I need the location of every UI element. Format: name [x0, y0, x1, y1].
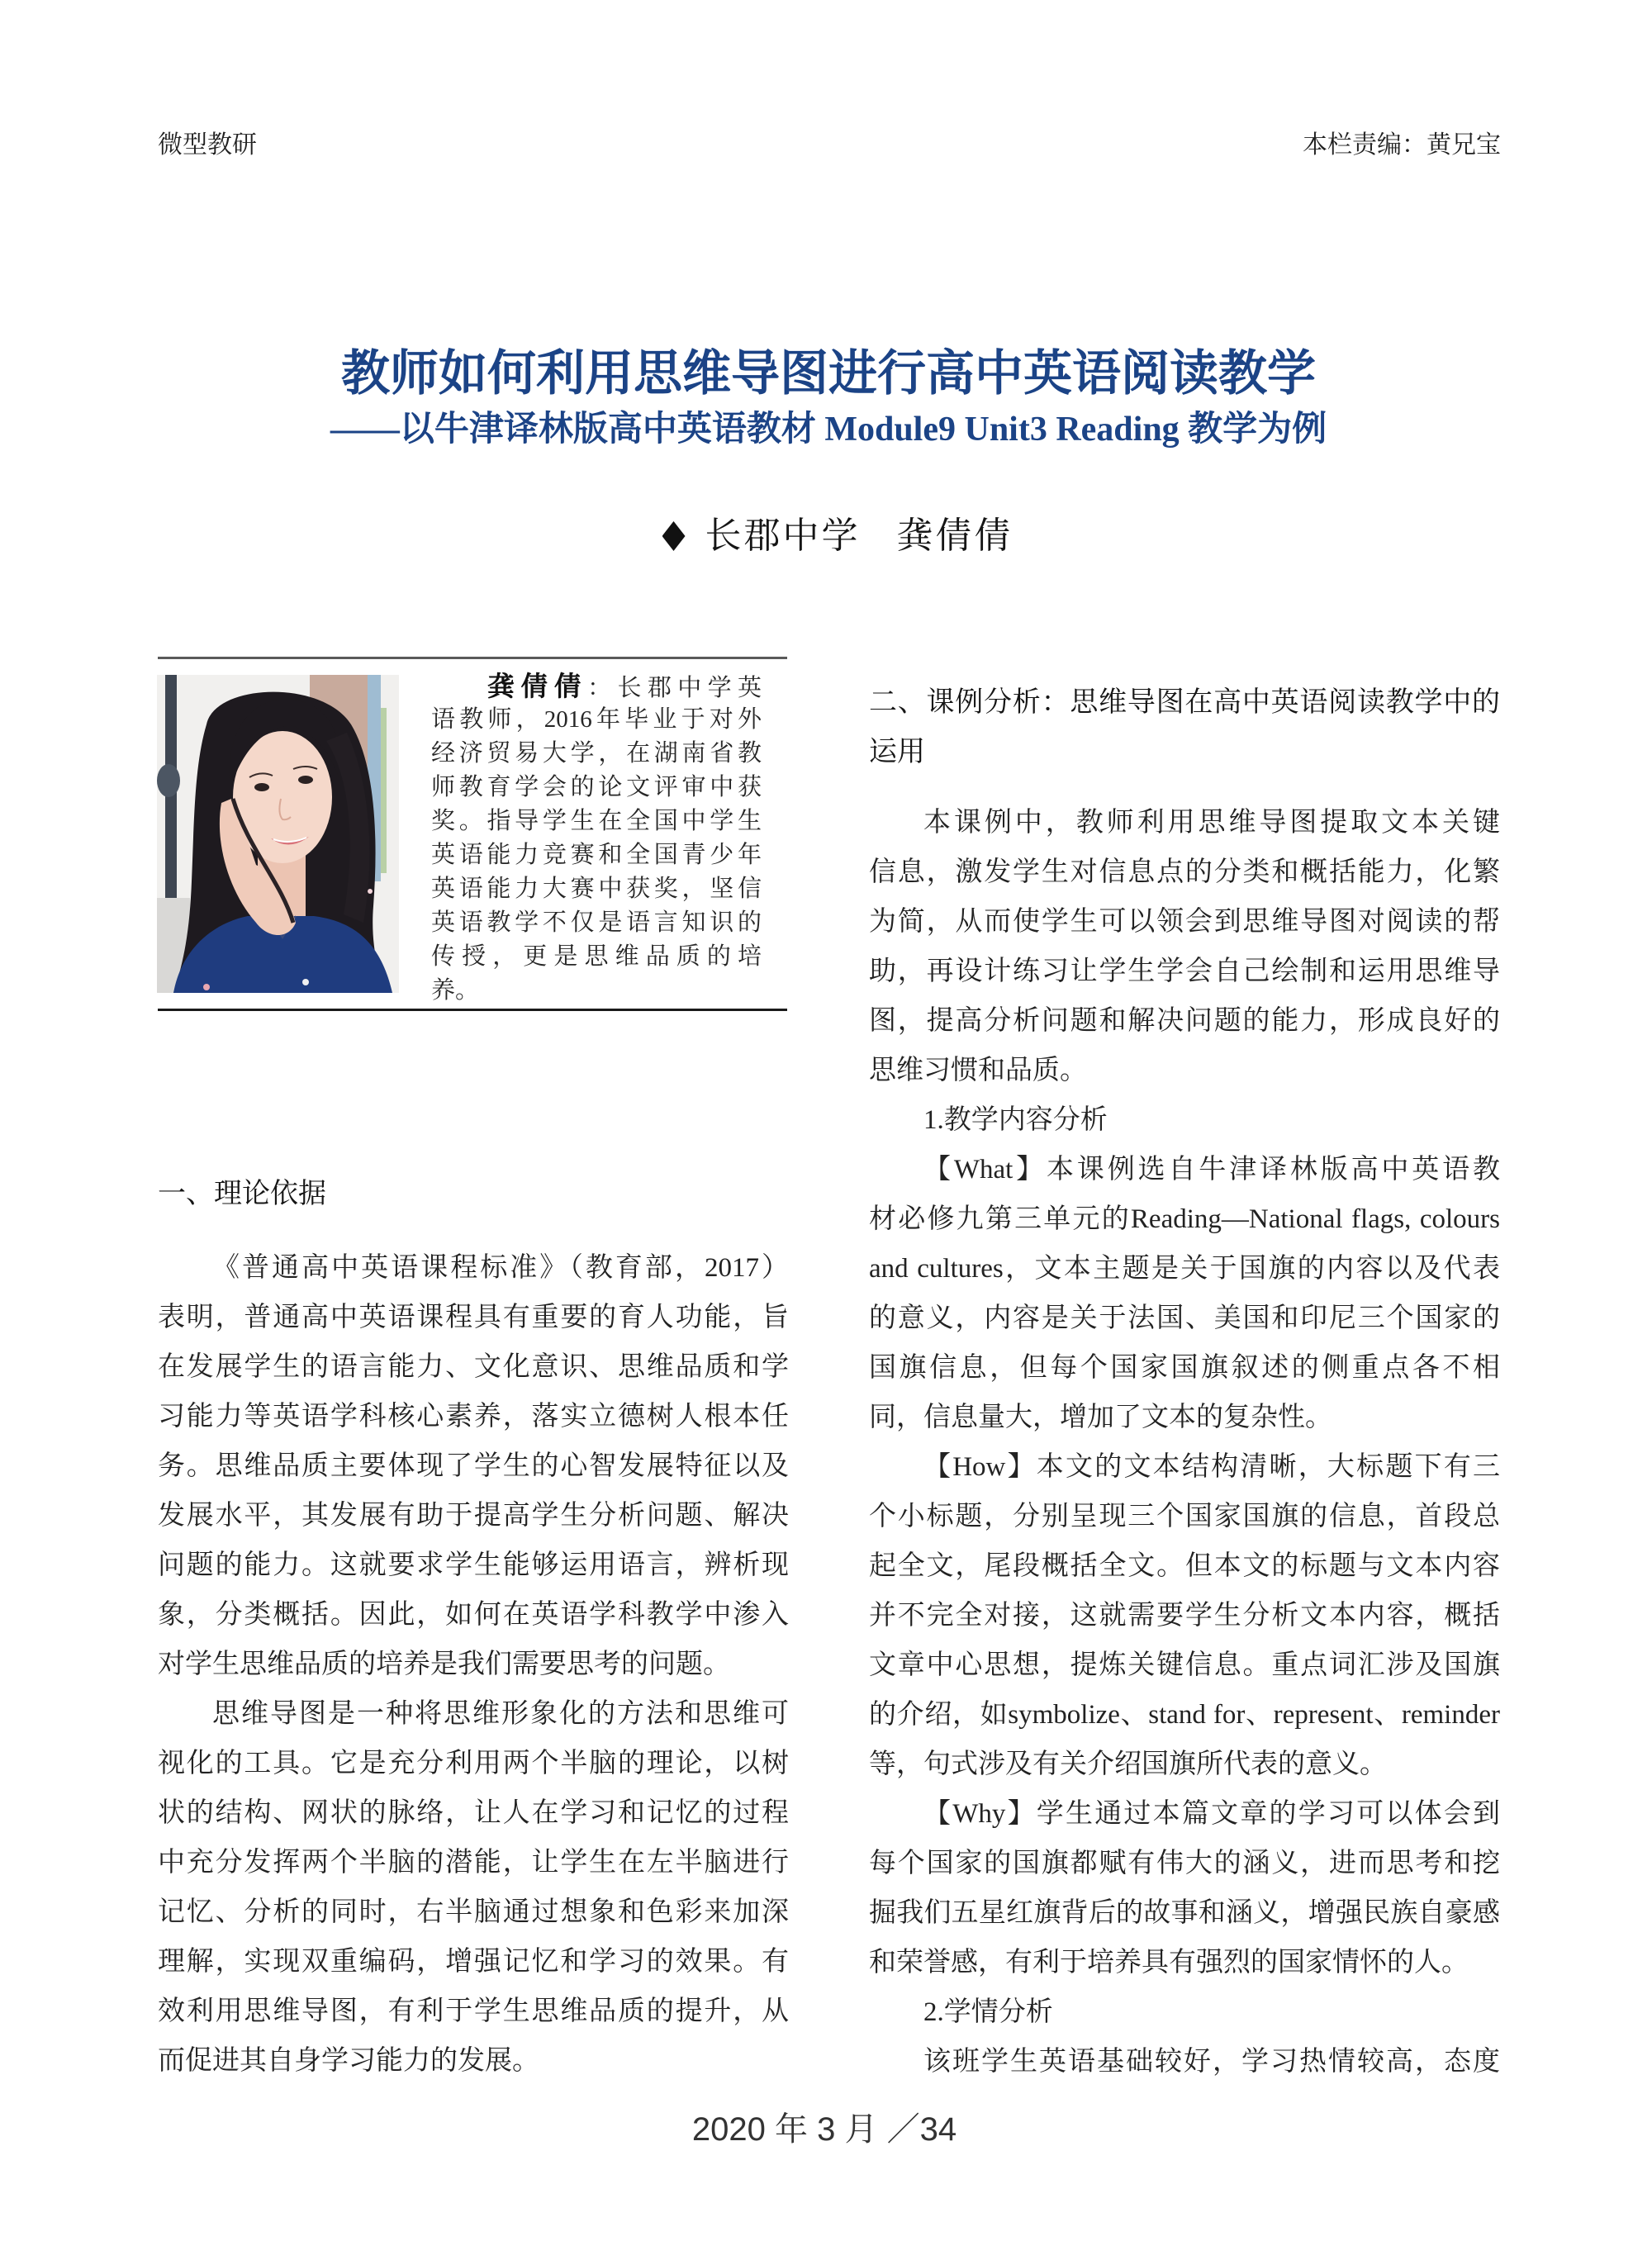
text-line: 思维导图是一种将思维形象化的方法和思维可 [212, 1699, 789, 1729]
text-line: 为简，从而使学生可以领会到思维导图对阅读的帮 [869, 907, 1500, 937]
text-line: 和荣誉感，有利于培养具有强烈的国家情怀的人。 [869, 1948, 1469, 1977]
subsection-heading-content-analysis [869, 1095, 1500, 1145]
text-line: 【Why】学生通过本篇文章的学习可以体会到 [923, 1799, 1500, 1829]
text-line: 同，信息量大，增加了文本的复杂性。 [869, 1403, 1332, 1432]
text-line: 个小标题，分别呈现三个国家国旗的信息，首段总 [869, 1502, 1500, 1531]
text-line: 中充分发挥两个半脑的潜能，让学生在左半脑进行 [158, 1848, 789, 1878]
text-line: 文章中心思想，提炼关键信息。重点词汇涉及国旗 [869, 1650, 1500, 1680]
bio-top-rule [158, 657, 787, 659]
text-line: 状的结构、网状的脉络，让人在学习和记忆的过程 [158, 1798, 789, 1828]
text-line: and cultures，文本主题是关于国旗的内容以及代表 [869, 1254, 1500, 1284]
text-line: 信息，激发学生对信息点的分类和概括能力，化繁 [869, 857, 1500, 887]
text-line: 思维习惯和品质。 [869, 1056, 1087, 1085]
bio-line: 英语教学不仅是语言知识的 [431, 909, 762, 936]
heading-line: 一、理论依据 [158, 1178, 326, 1209]
text-line: 在发展学生的语言能力、文化意识、思维品质和学 [158, 1352, 789, 1382]
bio-line: 养。 [431, 977, 480, 1004]
text-line: 【How】本文的文本结构清晰，大标题下有三 [923, 1452, 1500, 1482]
section-heading-theory [158, 1169, 789, 1218]
author-bio [431, 669, 762, 1008]
bio-author-name: 龚倩倩 [487, 671, 588, 701]
bio-line: 经济贸易大学，在湖南省教 [431, 740, 762, 767]
diamond-icon [662, 521, 686, 551]
bio-line: 英语能力竞赛和全国青少年 [431, 842, 762, 868]
paragraph [869, 2037, 1500, 2087]
text-line: 并不完全对接，这就需要学生分析文本内容，概括 [869, 1601, 1500, 1631]
subsection-heading-student-analysis [869, 1987, 1500, 2037]
left-column [158, 1243, 789, 2086]
text-line: 2.学情分析 [923, 1997, 1053, 2027]
paragraph [158, 1689, 789, 2086]
text-line: 材必修九第三单元的Reading—National flags, colours [869, 1204, 1500, 1234]
text-line: 该班学生英语基础较好，学习热情较高，态度 [923, 2047, 1500, 2077]
text-line: 习能力等英语学科核心素养，落实立德树人根本任 [158, 1402, 789, 1431]
heading-line: 运用 [869, 736, 925, 767]
text-line: 【What】本课例选自牛津译林版高中英语教 [923, 1155, 1500, 1185]
text-line: 助，再设计练习让学生学会自己绘制和运用思维导 [869, 957, 1500, 986]
text-line: 国旗信息，但每个国家国旗叙述的侧重点各不相 [869, 1353, 1500, 1383]
paragraph-why [869, 1789, 1500, 1987]
text-line: 图，提高分析问题和解决问题的能力，形成良好的 [869, 1006, 1500, 1036]
text-line: 象，分类概括。因此，如何在英语学科教学中渗入 [158, 1600, 789, 1630]
bio-line: 语教师，2016年毕业于对外 [431, 706, 762, 733]
text-line: 效利用思维导图，有利于学生思维品质的提升，从 [158, 1996, 789, 2026]
text-line: 本课例中，教师利用思维导图提取文本关键 [923, 808, 1500, 838]
bio-line-text: ：长郡中学英 [587, 675, 762, 701]
text-line: 起全文，尾段概括全文。但本文的标题与文本内容 [869, 1551, 1500, 1581]
bio-line: 奖。指导学生在全国中学生 [431, 808, 762, 834]
paragraph [869, 798, 1500, 1095]
heading-line: 二、课例分析：思维导图在高中英语阅读教学中的 [869, 686, 1500, 718]
bio-line: 英语能力大赛中获奖，坚信 [431, 876, 762, 902]
bio-line: 师教育学会的论文评审中获 [431, 774, 762, 800]
text-line: 每个国家的国旗都赋有伟大的涵义，进而思考和挖 [869, 1849, 1500, 1878]
text-line: 《普通高中英语课程标准》（教育部，2017） [212, 1253, 789, 1283]
section-heading-case-analysis [869, 677, 1500, 776]
text-line: 表明，普通高中英语课程具有重要的育人功能，旨 [158, 1303, 789, 1332]
column-name: 微型教研 [158, 131, 257, 159]
text-line: 理解，实现双重编码，增强记忆和学习的效果。有 [158, 1947, 789, 1977]
byline [0, 513, 1652, 559]
bio-line: 传授，更是思维品质的培 [431, 943, 762, 970]
paragraph-what [869, 1145, 1500, 1442]
text-line: 的意义，内容是关于法国、美国和印尼三个国家的 [869, 1303, 1500, 1333]
text-line: 1.教学内容分析 [923, 1105, 1108, 1135]
bio-line [431, 669, 762, 703]
byline-school: 长郡中学 [705, 515, 861, 556]
paragraph-how [869, 1442, 1500, 1789]
bio-bottom-rule [158, 1009, 787, 1011]
byline-author: 龚倩倩 [896, 515, 1014, 556]
text-line: 务。思维品质主要体现了学生的心智发展特征以及 [158, 1451, 789, 1481]
text-line: 问题的能力。这就要求学生能够运用语言，辨析现 [158, 1550, 789, 1580]
text-line: 记忆、分析的同时，右半脑通过想象和色彩来加深 [158, 1897, 789, 1927]
editor-credit: 本栏责编：黄兄宝 [1303, 131, 1501, 159]
text-line: 而促进其自身学习能力的发展。 [158, 2046, 539, 2076]
right-column [869, 798, 1500, 2087]
text-line: 等，句式涉及有关介绍国旗所代表的意义。 [869, 1750, 1387, 1779]
paragraph [158, 1243, 789, 1689]
article-title: 教师如何利用思维导图进行高中英语阅读教学 [340, 346, 1316, 401]
text-line: 视化的工具。它是充分利用两个半脑的理论，以树 [158, 1749, 789, 1778]
article-subtitle: ——以牛津译林版高中英语教材 Module9 Unit3 Reading 教学为例 [330, 411, 1327, 449]
text-line: 发展水平，其发展有助于提高学生分析问题、解决 [158, 1501, 789, 1531]
page-footer-date-page-number: 2020 年 3 月 ／34 [691, 2111, 957, 2148]
text-line: 掘我们五星红旗背后的故事和涵义，增强民族自豪感 [869, 1898, 1500, 1928]
author-photo [157, 675, 399, 993]
text-line: 对学生思维品质的培养是我们需要思考的问题。 [158, 1650, 730, 1679]
text-line: 的介绍，如symbolize、stand for、represent、reminder [869, 1700, 1500, 1730]
